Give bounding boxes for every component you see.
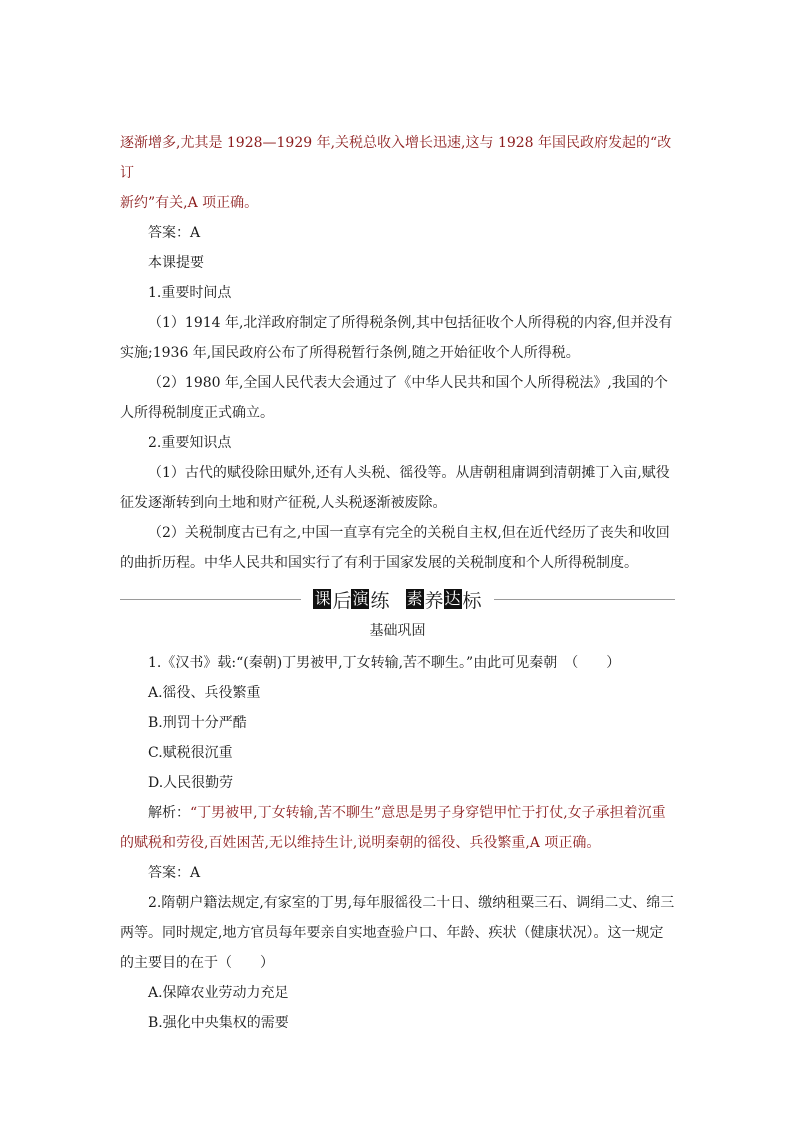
banner-char: 养	[424, 589, 444, 612]
q2-stem: 2.隋朝户籍法规定,有家室的丁男,每年服徭役二十日、缴纳租粟三石、调绢二丈、绵三两等。同时规定,地方官员每年要亲自实地查验户口、年龄、疾状（健康状况）。这一规定的主要目的在于（ ）	[120, 895, 675, 971]
q2-option-a: A.保障农业劳动力充足	[148, 985, 289, 1001]
banner-boxed-char: 课	[314, 589, 331, 608]
summary-heading: 本课提要	[148, 255, 204, 271]
prev-answer: 答案：A	[148, 225, 201, 241]
banner-char: 标	[462, 589, 482, 612]
section-banner	[120, 584, 675, 614]
q1-answer: 答案：A	[148, 865, 201, 881]
page-content	[120, 128, 675, 1038]
summary-point1-a: （1）1914 年,北洋政府制定了所得税条例,其中包括征收个人所得税的内容,但并没有实施;1936 年,国民政府公布了所得税暂行条例,随之开始征收个人所得税。	[120, 315, 673, 361]
q1-explanation-label: 解析：	[148, 805, 190, 821]
q1-stem: 1.《汉书》载:“(秦朝)丁男被甲,丁女转输,苦不聊生。”由此可见秦朝 （ ）	[148, 655, 621, 671]
section-title: 基础巩固	[369, 623, 426, 639]
summary-point1-b: （2）1980 年,全国人民代表大会通过了《中华人民共和国个人所得税法》,我国的个人所得税制度正式确立。	[120, 375, 668, 421]
banner-boxed-char: 素	[406, 589, 423, 608]
summary-point2-b: （2）关税制度古已有之,中国一直享有完全的关税自主权,但在近代经历了丧失和收回的曲折历程。中华人民共和国实行了有利于国家发展的关税制度和个人所得税制度。	[120, 525, 670, 571]
summary-point1-title: 1.重要时间点	[148, 285, 232, 301]
prev-explanation-line1: 逐渐增多,尤其是 1928—1929 年,关税总收入增长迅速,这与 1928 年国民政府发起的“改订	[120, 135, 672, 181]
prev-explanation-line2: 新约”有关,A 项正确。	[120, 195, 259, 211]
banner-char: 练	[370, 589, 390, 612]
q1-explanation-text: “丁男被甲,丁女转输,苦不聊生”意思是男子身穿铠甲忙于打仗,女子承担着沉重的赋税和劳役,百姓困苦,无以维持生计,说明秦朝的徭役、兵役繁重,A 项正确。	[120, 805, 666, 851]
banner-line-right	[494, 599, 675, 600]
banner-boxed-char: 演	[352, 589, 369, 608]
summary-point2-a: （1）古代的赋役除田赋外,还有人头税、徭役等。从唐朝租庸调到清朝摊丁入亩,赋役征发逐渐转到向土地和财产征税,人头税逐渐被废除。	[120, 465, 670, 511]
banner-boxed-char: 达	[444, 589, 461, 608]
banner-line-left	[120, 599, 301, 600]
q1-explanation	[120, 798, 675, 858]
summary-point2-title: 2.重要知识点	[148, 435, 232, 451]
q1-option-d: D.人民很勤劳	[148, 775, 234, 791]
q1-option-c: C.赋税很沉重	[148, 745, 233, 761]
banner-char: 后	[332, 589, 352, 612]
q1-option-b: B.刑罚十分严酷	[148, 715, 247, 731]
q1-option-a: A.徭役、兵役繁重	[148, 685, 261, 701]
q2-option-b: B.强化中央集权的需要	[148, 1015, 289, 1031]
banner-title	[301, 586, 493, 613]
